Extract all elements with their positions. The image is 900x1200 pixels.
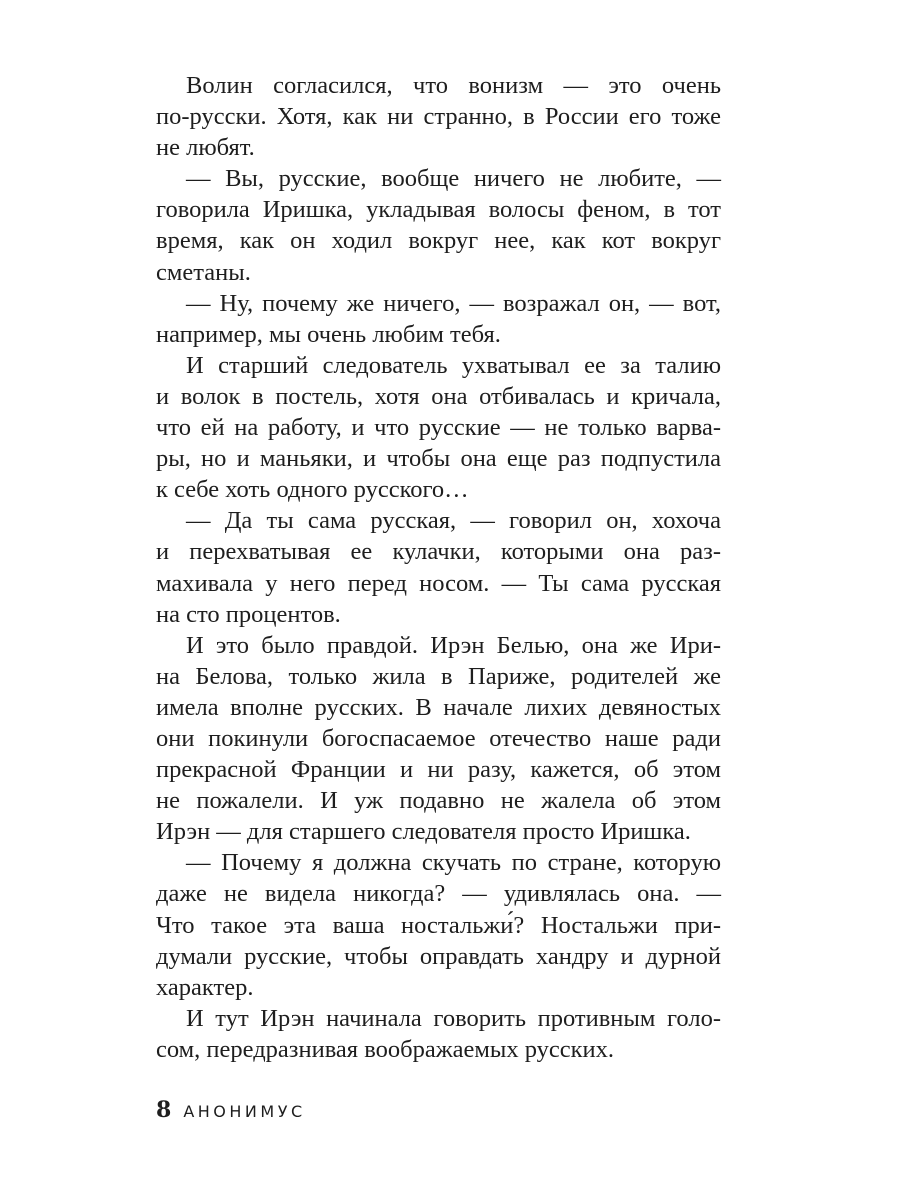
text-line: прекрасной Франции и ни разу, кажется, об этом [156,756,721,784]
text-line: ры, но и маньяки, и чтобы она еще раз подпустила [156,445,721,473]
text-line: и перехватывая ее кулачки, которыми она раз- [156,538,721,566]
page-number: 8 [156,1097,172,1123]
text-line: они покинули богоспасаемое отечество наше ради [156,724,721,752]
text-line: И тут Ирэн начинала говорить противным голо- [186,1004,721,1032]
text-line: например, мы очень любим тебя. [156,320,501,348]
text-line: имела вполне русских. В начале лихих девяностых [156,693,721,721]
text-line: Ирэн — для старшего следователя просто Иришка. [156,818,691,846]
text-line: на сто процентов. [156,600,341,628]
page-footer [156,1097,306,1123]
text-line: махивала у него перед носом. — Ты сама русская [156,569,721,597]
text-line: И это было правдой. Ирэн Белью, она же Ири- [186,631,721,659]
text-line: Волин согласился, что вонизм — это очень [186,72,721,99]
text-line: — Ну, почему же ничего, — возражал он, — вот, [186,289,721,317]
text-line: сом, передразнивая воображаемых русских. [156,1035,615,1063]
text-line: характер. [156,973,254,1001]
text-line: время, как он ходил вокруг нее, как кот вокруг [156,227,721,255]
text-line: — Вы, русские, вообще ничего не любите, — [186,165,721,193]
text-line: не пожалели. И уж подавно не жалела об этом [156,787,721,815]
text-line: не любят. [156,134,255,162]
text-line: сметаны. [156,258,251,286]
text-line: даже не видела никогда? — удивлялась она. — [156,880,721,908]
text-line: Что такое эта ваша ностальжи́? Ностальжи при- [156,911,721,939]
text-line: по-русски. Хотя, как ни странно, в России его тоже [156,103,721,131]
text-line: И старший следователь ухватывал ее за талию [186,351,721,379]
running-head-author: АНОНИМУС [183,1102,306,1121]
book-page-text [156,70,721,1065]
text-line: и волок в постель, хотя она отбивалась и кричала, [156,382,721,410]
text-line: к себе хоть одного русского… [156,476,469,504]
text-line: на Белова, только жила в Париже, родителей же [156,662,721,690]
text-line: — Да ты сама русская, — говорил он, хохоча [186,507,721,535]
text-line: что ей на работу, и что русские — не только варва- [156,414,721,442]
text-line: думали русские, чтобы оправдать хандру и дурной [156,942,721,970]
text-line: говорила Иришка, укладывая волосы феном, в тот [156,196,721,224]
text-line: — Почему я должна скучать по стране, которую [186,849,721,877]
